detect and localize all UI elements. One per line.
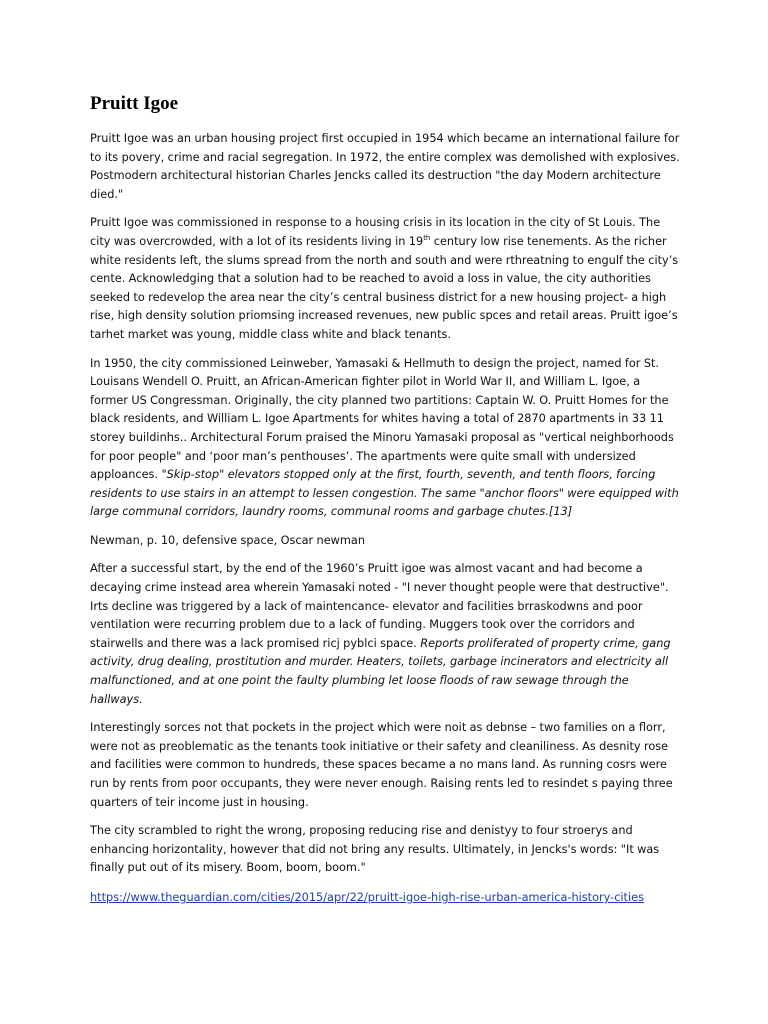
paragraph-commission-text-a: Pruitt Igoe was commissioned in response to a housing crisis in its location in the city of St Louis. The city was overcrowded, with a lot of its residents living in 19 xyxy=(90,216,661,248)
paragraph-conclusion: The city scrambled to right the wrong, proposing reducing rise and denistyy to four stroerys and enhancing horizontality, however that did not bring any results. Ultimately, in Jencks's words: "It was finally put out of its misery. Boom, boom, boom." xyxy=(90,824,660,875)
paragraph-decline-quote: Reports proliferated of property crime, gang activity, drug dealing, prostitution and murder. Heaters, toilets, garbage incinerators and electricity all malfunctioned, and at one point the faulty plumbing let loose floods of raw sewage through the hallways. xyxy=(90,636,671,706)
paragraph-commission-text-b: century low rise tenements. As the richer white residents left, the slums spread from the north and south and were rthreatning to engulf the city’s cente. Acknowledging that a solution had to be reached to avoid a loss in value, the city authorities seeked to redevelop the area near the city’s central business district for a new housing project- a high rise, high density solution priomsing increased revenues, new public spces and retail areas. Pruitt igoe’s tarhet market was young, middle class white and black tenants. xyxy=(90,234,679,341)
document-title: Pruitt Igoe xyxy=(90,93,179,114)
paragraph-commission xyxy=(90,214,680,344)
paragraph-decline xyxy=(90,560,680,709)
paragraph-sources: Interestingly sorces not that pockets in the project which were noit as debnse – two families on a florr, were not as preoblematic as the tenants took initiative or their safety and cleaniliness. As desnity rose and facilities were common to hundreds, these spaces became a no mans land. As running cosrs were run by rents from poor occupants, they were never enough. Raising rents led to resindet s paying three quarters of teir income just in housing. xyxy=(90,721,673,809)
guardian-article-link[interactable]: https://www.theguardian.com/cities/2015/apr/22/pruitt-igoe-high-rise-urban-america-history-cities xyxy=(90,890,644,904)
paragraph-design xyxy=(90,355,680,522)
document-page xyxy=(90,92,680,908)
paragraph-intro: Pruitt Igoe was an urban housing project first occupied in 1954 which became an international failure for to its povery, crime and racial segregation. In 1972, the entire complex was demolished with explosives. Postmodern architectural historian Charles Jencks called its destruction "the day Modern architecture died." xyxy=(90,132,680,201)
paragraph-reference: Newman, p. 10, defensive space, Oscar newman xyxy=(90,533,365,547)
paragraph-design-quote: "Skip-stop" elevators stopped only at the first, fourth, seventh, and tenth floors, forcing residents to use stairs in an attempt to lessen congestion. The same "anchor floors" were equipped with large communal corridors, laundry rooms, communal rooms and garbage chutes.[13] xyxy=(90,468,679,519)
paragraph-decline-text: After a successful start, by the end of the 1960’s Pruitt igoe was almost vacant and had become a decaying crime instead area wherein Yamasaki noted - "I never thought people were that destructive". Irts decline was triggered by a lack of maintencance- elevator and facilities brraskodwns and poor ventilation were recurring problem due to a lack of funding. Muggers took over the corridors and stairwells and there was a lack promised ricj pyblci space. xyxy=(90,562,669,650)
superscript-th: th xyxy=(423,234,431,243)
paragraph-design-text: In 1950, the city commissioned Leinweber, Yamasaki & Hellmuth to design the project, named for St. Louisans Wendell O. Pruitt, an African-American fighter pilot in World War II, and William L. Igoe, a former US Congressman. Originally, the city planned two partitions: Captain W. O. Pruitt Homes for the black residents, and William L. Igoe Apartments for whites having a total of 2870 apartments in 33 11 storey buildinhs.. Architectural Forum praised the Minoru Yamasaki proposal as "vertical neighborhoods for poor people" and ‘poor man’s penthouses’. The apartments were quite small with undersized apploances. xyxy=(90,356,674,482)
